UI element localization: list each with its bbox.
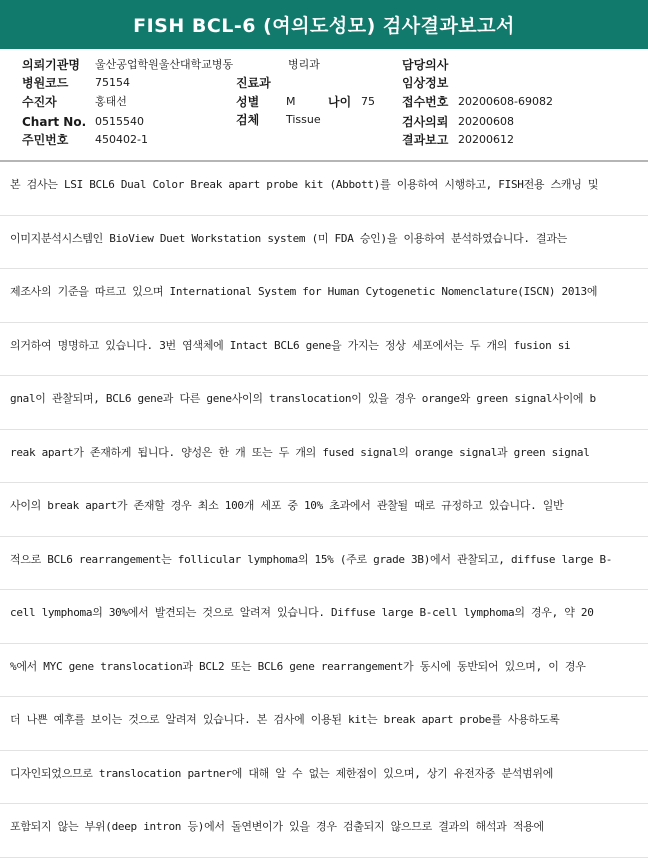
report-body bbox=[0, 162, 648, 858]
age-value: 75 bbox=[361, 95, 375, 108]
dept-value: 병리과 bbox=[288, 58, 320, 71]
body-line: 이미지분석시스템인 BioView Duet Workstation system (미 FDA 승인)을 이용하여 분석하였습니다. 결과는 bbox=[0, 216, 648, 270]
patient-label: 수진자 bbox=[22, 95, 57, 109]
clinical-info-label: 임상정보 bbox=[402, 76, 449, 90]
body-line: cell lymphoma의 30%에서 발견되는 것으로 알려져 있습니다. Diffuse large B-cell lymphoma의 경우, 약 20 bbox=[0, 590, 648, 644]
body-line: 더 나쁜 예후를 보이는 것으로 알려져 있습니다. 본 검사에 이용된 kit는 break apart probe를 사용하도록 bbox=[0, 697, 648, 751]
body-line: 사이의 break apart가 존재할 경우 최소 100개 세포 중 10% 초과에서 관찰될 때로 규정하고 있습니다. 일반 bbox=[0, 483, 648, 537]
body-line: %에서 MYC gene translocation과 BCL2 또는 BCL6 gene rearrangement가 동시에 동반되어 있으며, 이 경우 bbox=[0, 644, 648, 698]
request-value: 20200608 bbox=[458, 115, 514, 128]
body-line: gnal이 관찰되며, BCL6 gene과 다른 gene사이의 translocation이 있을 경우 orange와 green signal사이에 b bbox=[0, 376, 648, 430]
code-label: 병원코드 bbox=[22, 76, 69, 90]
clinic-label: 진료과 bbox=[236, 76, 271, 90]
accession-label: 접수번호 bbox=[402, 95, 449, 109]
body-line: 포함되지 않는 부위(deep intron 등)에서 돌연변이가 있을 경우 검출되지 않으므로 결과의 해석과 적용에 bbox=[0, 804, 648, 858]
body-line: 의거하여 명명하고 있습니다. 3번 염색체에 Intact BCL6 gene을 가지는 정상 세포에서는 두 개의 fusion si bbox=[0, 323, 648, 377]
chart-no-value: 0515540 bbox=[95, 115, 144, 128]
patient-value: 홍태선 bbox=[95, 95, 127, 108]
id-value: 450402-1 bbox=[95, 133, 148, 146]
specimen-label: 검체 bbox=[236, 113, 260, 127]
request-label: 검사의뢰 bbox=[402, 115, 449, 129]
sex-value: M bbox=[286, 95, 296, 108]
id-label: 주민번호 bbox=[22, 133, 69, 147]
code-value: 75154 bbox=[95, 76, 130, 89]
doctor-label: 담당의사 bbox=[402, 58, 449, 72]
accession-value: 20200608-69082 bbox=[458, 95, 553, 108]
body-line: reak apart가 존재하게 됩니다. 양성은 한 개 또는 두 개의 fused signal의 orange signal과 green signal bbox=[0, 430, 648, 484]
report-title: FISH BCL-6 (여의도성모) 검사결과보고서 bbox=[0, 0, 648, 49]
org-label: 의뢰기관명 bbox=[22, 58, 80, 72]
report-date-label: 결과보고 bbox=[402, 133, 449, 147]
chart-no-label: Chart No. bbox=[22, 115, 87, 129]
age-label: 나이 bbox=[328, 95, 352, 109]
body-line: 제조사의 기준을 따르고 있으며 International System for Human Cytogenetic Nomenclature(ISCN) 2013에 bbox=[0, 269, 648, 323]
sex-label: 성별 bbox=[236, 95, 260, 109]
patient-info-panel bbox=[0, 49, 648, 162]
body-line: 디자인되었으므로 translocation partner에 대해 알 수 없는 제한점이 있으며, 상기 유전자중 분석범위에 bbox=[0, 751, 648, 805]
body-line: 본 검사는 LSI BCL6 Dual Color Break apart probe kit (Abbott)를 이용하여 시행하고, FISH전용 스캐닝 및 bbox=[0, 162, 648, 216]
body-line: 적으로 BCL6 rearrangement는 follicular lymphoma의 15% (주로 grade 3B)에서 관찰되고, diffuse large B- bbox=[0, 537, 648, 591]
specimen-value: Tissue bbox=[286, 113, 321, 126]
org-value: 울산공업학원울산대학교병동 bbox=[95, 58, 234, 71]
report-date-value: 20200612 bbox=[458, 133, 514, 146]
